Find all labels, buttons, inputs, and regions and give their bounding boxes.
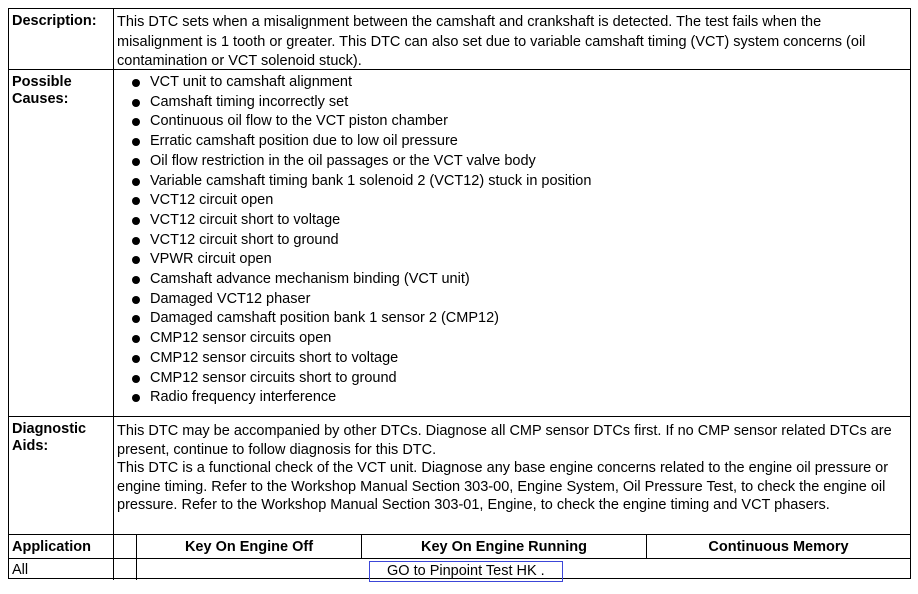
possible-cause-item: VCT unit to camshaft alignment [132, 73, 910, 93]
diagnostic-aids-label-line1: Diagnostic [12, 421, 87, 437]
possible-cause-item: VCT12 circuit short to voltage [132, 211, 910, 231]
possible-cause-item: Damaged camshaft position bank 1 sensor 2 (CMP12) [132, 309, 910, 329]
continuous-memory-header: Continuous Memory [708, 538, 849, 555]
application-all-blank-cell [114, 559, 137, 580]
description-row [9, 9, 910, 70]
possible-cause-item: VCT12 circuit open [132, 191, 910, 211]
possible-cause-item: CMP12 sensor circuits short to voltage [132, 349, 910, 369]
possible-cause-item: VCT12 circuit short to ground [132, 231, 910, 251]
diagnostic-aids-paragraph-2: This DTC is a functional check of the VCT unit. Diagnose any base engine concerns related to the engine oil pressure or engine timing. Refer to the Workshop Manual Section 303-00, Engine System, Oil Pressure Test, to check the engine oil pressure. Refer to the Workshop Manual Section 303-01, Engine, to check the engine timing and VCT phasers. [117, 460, 889, 513]
possible-cause-item: Erratic camshaft position due to low oil pressure [132, 132, 910, 152]
possible-cause-item: Oil flow restriction in the oil passages or the VCT valve body [132, 152, 910, 172]
diagnostic-aids-paragraph-1: This DTC may be accompanied by other DTCs. Diagnose all CMP sensor DTCs first. If no CMP sensor related DTCs are present, continue to follow diagnosis for this DTC. [117, 423, 892, 458]
application-all-action-cell [137, 559, 910, 580]
possible-causes-label-line1: Possible [12, 74, 72, 90]
koer-header: Key On Engine Running [362, 535, 647, 558]
possible-cause-item: Camshaft timing incorrectly set [132, 93, 910, 113]
application-blank-cell [114, 535, 137, 558]
diagnostic-aids-label-line2: Aids: [12, 438, 49, 454]
possible-causes-label [9, 70, 114, 416]
possible-cause-item: CMP12 sensor circuits open [132, 329, 910, 349]
application-header-label: Application [9, 535, 114, 558]
possible-causes-label-line2: Causes: [12, 91, 69, 107]
possible-cause-item: Radio frequency interference [132, 388, 910, 408]
possible-cause-item: Damaged VCT12 phaser [132, 290, 910, 310]
description-paragraph: This DTC sets when a misalignment between the camshaft and crankshaft is detected. The test fails when the misalignment is 1 tooth or greater. This DTC can also set due to variable camshaft timing (VCT) system concerns (oil contamination or VCT solenoid stuck). [117, 14, 866, 69]
koeo-header: Key On Engine Off [137, 535, 362, 558]
diagnostic-aids-row [9, 417, 910, 535]
goto-pinpoint-test-link[interactable]: GO to Pinpoint Test HK . [369, 561, 563, 582]
possible-cause-item: VPWR circuit open [132, 250, 910, 270]
possible-causes-row [9, 70, 910, 417]
diagnostic-aids-content [114, 417, 910, 534]
possible-causes-list [117, 73, 910, 408]
description-label: Description: [9, 9, 114, 69]
possible-cause-item: Continuous oil flow to the VCT piston chamber [132, 112, 910, 132]
possible-cause-item: CMP12 sensor circuits short to ground [132, 369, 910, 389]
possible-cause-item: Variable camshaft timing bank 1 solenoid 2 (VCT12) stuck in position [132, 172, 910, 192]
possible-causes-content [114, 70, 910, 416]
application-all-label: All [9, 559, 114, 580]
diagnostic-aids-label [9, 417, 114, 534]
application-header-row [9, 535, 910, 559]
dtc-table [8, 8, 911, 579]
description-text [114, 9, 910, 69]
possible-cause-item: Camshaft advance mechanism binding (VCT unit) [132, 270, 910, 290]
application-all-row [9, 559, 910, 580]
